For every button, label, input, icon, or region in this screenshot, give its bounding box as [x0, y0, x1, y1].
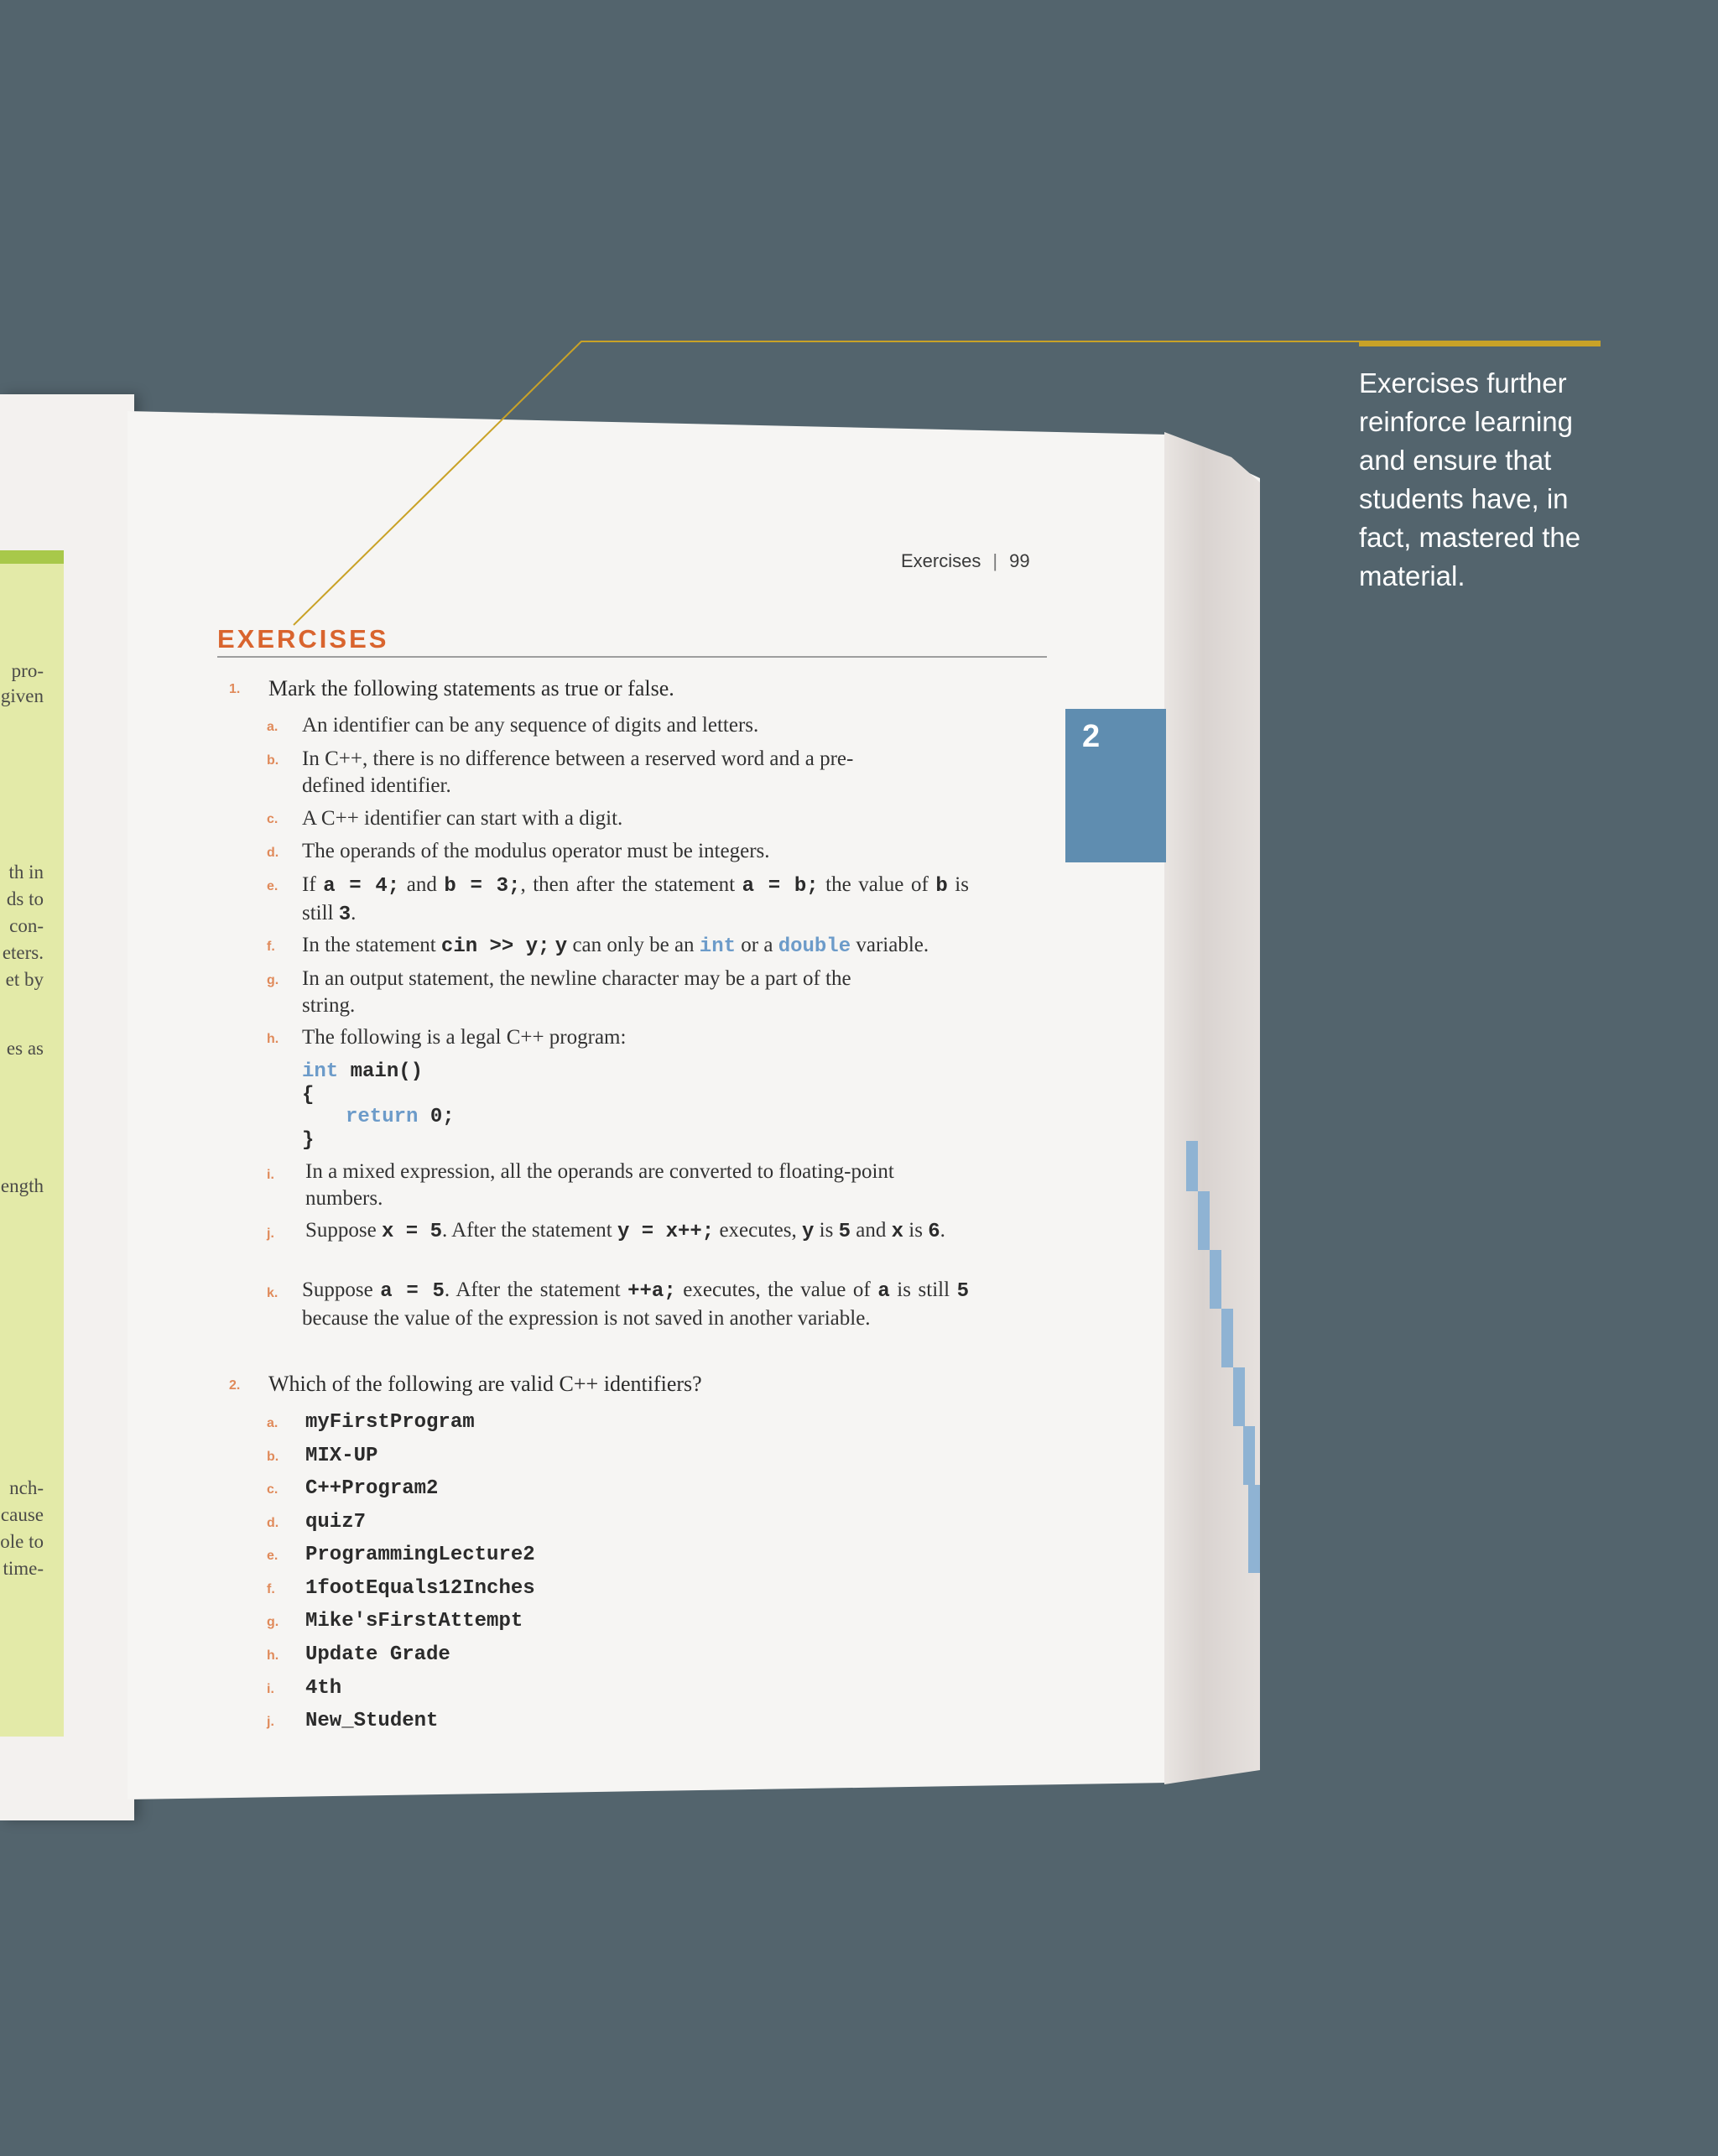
chapter-tab: [1065, 709, 1166, 862]
edge-tab-mark: [1210, 1250, 1221, 1309]
running-head-section: Exercises: [901, 550, 981, 571]
edge-tab-mark: [1198, 1191, 1210, 1250]
left-fragment: time-: [3, 1558, 44, 1579]
item-label: e.: [267, 879, 279, 893]
left-fragment: es as: [6, 1038, 44, 1059]
item-label: b.: [267, 753, 279, 768]
question-number: 1.: [229, 682, 241, 696]
code-line: {: [302, 1084, 315, 1107]
left-fragment: pro-: [11, 660, 44, 681]
left-fragment: ole to: [0, 1531, 44, 1552]
item-label: b.: [267, 1450, 279, 1464]
item-label: j.: [267, 1226, 274, 1241]
question-text: Mark the following statements as true or false.: [268, 676, 674, 700]
callout-accent-bar: [1359, 341, 1601, 346]
chapter-number: 2: [1082, 719, 1101, 754]
left-fragment: th in: [8, 862, 44, 883]
identifier-option: 1footEquals12Inches: [305, 1577, 535, 1600]
question-number: 2.: [229, 1378, 241, 1393]
left-fragment: eters.: [2, 942, 44, 963]
item-label: d.: [267, 846, 279, 860]
statement-h: The following is a legal C++ program:: [302, 1026, 627, 1049]
item-label: f.: [267, 940, 275, 954]
page-number: 99: [1009, 550, 1030, 571]
left-fragment: nch-: [9, 1477, 44, 1498]
item-label: f.: [267, 1582, 275, 1596]
edge-tab-mark: [1186, 1141, 1198, 1191]
left-fragment: ds to: [6, 888, 44, 909]
item-label: a.: [267, 720, 279, 734]
edge-tab-mark: [1248, 1485, 1260, 1573]
statement-a: An identifier can be any sequence of digits and letters.: [302, 714, 759, 737]
callout-text: Exercises further reinforce learning and ensure that students have, in fact, mastered the material.: [1359, 367, 1581, 591]
identifier-option: myFirstProgram: [305, 1411, 475, 1434]
code-line: return 0;: [346, 1106, 455, 1128]
item-label: c.: [267, 1482, 279, 1497]
identifier-option: Mike'sFirstAttempt: [305, 1610, 523, 1633]
statement-j: Suppose x = 5. After the statement y = x++; executes, y is 5 and x is 6.: [305, 1219, 945, 1243]
running-head-separator: |: [992, 550, 998, 571]
identifier-option: 4th: [305, 1677, 342, 1700]
question-text: Which of the following are valid C++ identifiers?: [268, 1372, 702, 1396]
left-fragment: con-: [9, 915, 44, 936]
statement-d: The operands of the modulus operator must be integers.: [302, 840, 770, 862]
book-page: [128, 411, 1260, 1799]
identifier-option: quiz7: [305, 1511, 367, 1534]
page-edge: [1164, 432, 1260, 1784]
statement-c: A C++ identifier can start with a digit.: [302, 807, 623, 830]
item-label: a.: [267, 1416, 279, 1430]
item-label: e.: [267, 1549, 279, 1563]
left-fragment: cause: [0, 1504, 44, 1525]
identifier-option: MIX-UP: [305, 1445, 378, 1467]
statement-g: In an output statement, the newline character may be a part of the string.: [302, 967, 851, 1017]
statement-f: In the statement cin >> y; y can only be an int or a double variable.: [302, 934, 929, 958]
item-label: h.: [267, 1032, 279, 1046]
edge-tab-mark: [1243, 1426, 1255, 1485]
item-label: j.: [267, 1715, 274, 1729]
left-fragment: given: [0, 685, 44, 706]
left-page-fragments: [0, 0, 44, 2156]
edge-tab-mark: [1233, 1367, 1245, 1426]
identifier-option: ProgrammingLecture2: [305, 1544, 535, 1566]
item-label: g.: [267, 973, 279, 987]
statement-b: In C++, there is no difference between a reserved word and a pre- defined identifier.: [302, 747, 854, 797]
statement-i: In a mixed expression, all the operands are converted to floating-point numbers.: [305, 1160, 894, 1210]
item-label: d.: [267, 1516, 279, 1530]
item-label: g.: [267, 1615, 279, 1629]
identifier-option: Update Grade: [305, 1643, 450, 1666]
exercises-heading: EXERCISES: [217, 624, 389, 654]
item-label: k.: [267, 1286, 279, 1300]
statement-e: If a = 4; and b = 3;, then after the statement a = b; the value of b is still 3.: [302, 873, 969, 926]
edge-tab-mark: [1221, 1309, 1233, 1367]
heading-rule: [217, 656, 1047, 658]
identifier-option: New_Student: [305, 1710, 439, 1732]
item-label: c.: [267, 812, 279, 826]
statement-k: Suppose a = 5. After the statement ++a; executes, the value of a is still 5 because the value of the expression is not saved in another variable.: [302, 1278, 969, 1330]
running-head: [901, 550, 1030, 572]
left-fragment: ength: [0, 1175, 44, 1196]
item-label: i.: [267, 1682, 274, 1696]
item-label: i.: [267, 1168, 274, 1182]
code-line: }: [302, 1129, 315, 1152]
code-line: int main(): [302, 1060, 424, 1083]
left-fragment: et by: [5, 969, 44, 990]
item-label: h.: [267, 1648, 279, 1663]
identifier-option: C++Program2: [305, 1477, 439, 1500]
